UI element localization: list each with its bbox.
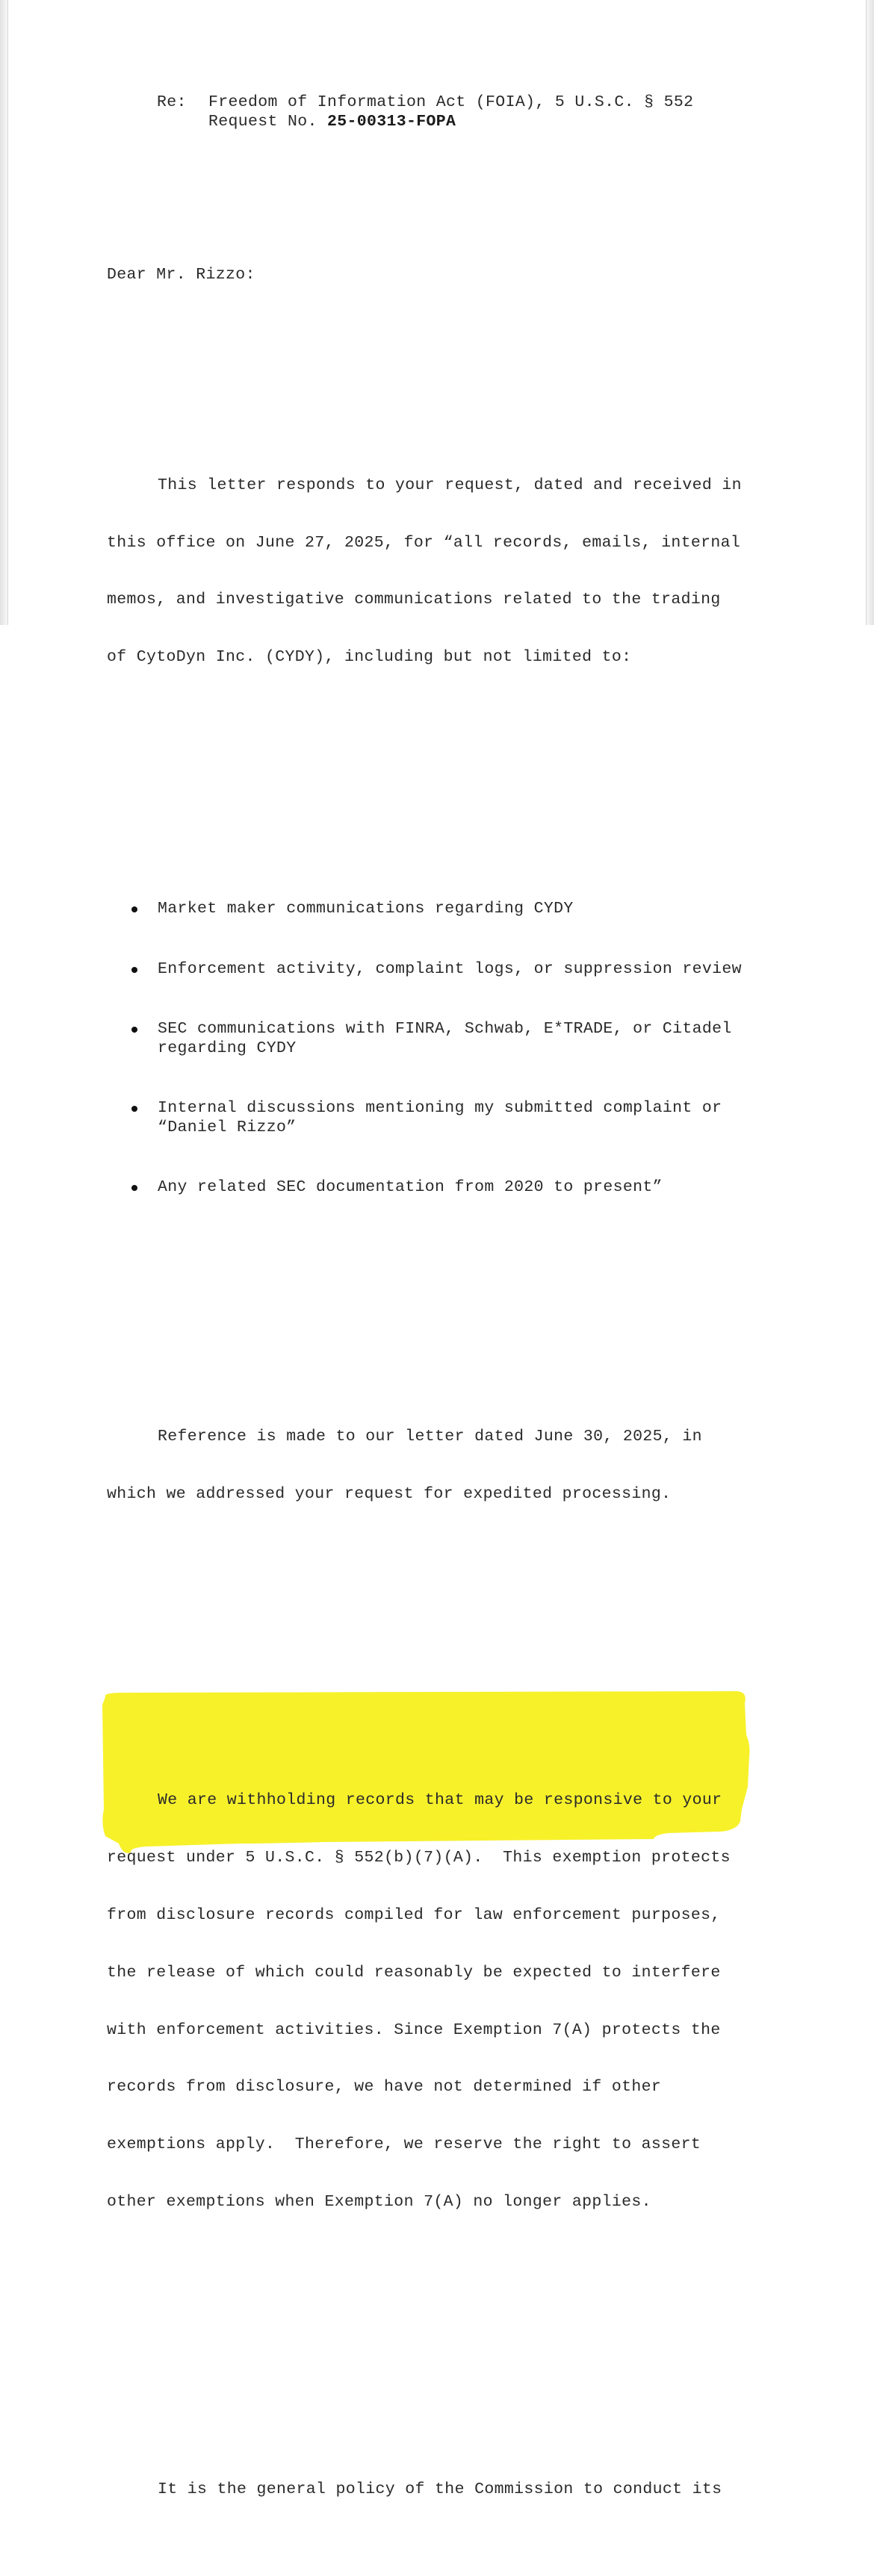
paragraph-line: This letter responds to your request, dated and received in [158,476,742,494]
list-item-text-cont: “Daniel Rizzo” [158,1118,297,1136]
paragraph-line: with enforcement activities. Since Exemption 7(A) protects the [107,2020,721,2039]
bullet-icon [131,967,137,973]
list-item [107,1178,770,1198]
list-item [107,960,770,980]
paragraph-reference [107,1390,779,1543]
list-item [107,900,770,919]
paragraph-line: It is the general policy of the Commission to conduct its [158,2480,722,2499]
paragraph-line: We are withholding records that may be responsive to your [158,1791,722,1810]
bullet-icon [131,1027,137,1033]
paragraph-line: records from disclosure, we have not determined if other [107,2078,662,2097]
list-item-text: Enforcement activity, complaint logs, or suppression review [158,959,742,978]
list-item-text: Any related SEC documentation from 2020 to present” [158,1178,663,1197]
paragraph-line: memos, and investigative communications related to the trading [107,591,721,609]
paragraph-withholding-highlighted [107,1696,779,2288]
list-item-text: Internal discussions mentioning my submitted complaint or [158,1099,722,1118]
paragraph-line: exemptions apply. Therefore, we reserve the right to assert [107,2135,701,2154]
paragraph-line: request under 5 U.S.C. § 552(b)(7)(A). This exemption protects [107,1849,731,1867]
list-item-text: Market maker communications regarding CYDY [158,900,574,918]
page-edge-left [0,0,8,625]
request-number: 25-00313-FOPA [327,113,456,131]
subject-block [107,91,779,129]
paragraph-response [107,438,779,706]
bullet-icon [131,1106,137,1112]
page-edge-right [866,0,874,625]
bullet-icon [131,906,137,912]
paragraph-line: other exemptions when Exemption 7(A) no longer applies. [107,2192,651,2211]
letter-page [107,15,779,2576]
request-items-list [107,862,779,1238]
paragraph-line: this office on June 27, 2025, for “all records, emails, internal [107,533,741,552]
paragraph-line: which we addressed your request for expedited processing. [107,1484,672,1503]
request-number-line [208,113,456,132]
subject-line: Freedom of Information Act (FOIA), 5 U.S.C. § 552 [208,93,694,112]
request-number-prefix: Request No. [208,113,328,131]
paragraph-policy [107,2442,779,2538]
paragraph-line: of CytoDyn Inc. (CYDY), including but not limited to: [107,648,632,667]
list-item-text-cont: regarding CYDY [158,1039,297,1057]
re-label: Re: [157,93,187,112]
list-item [107,1099,770,1137]
paragraph-line: Reference is made to our letter dated June 30, 2025, in [158,1427,702,1446]
list-item-text: SEC communications with FINRA, Schwab, E*TRADE, or Citadel [158,1020,732,1039]
paragraph-line: the release of which could reasonably be expected to interfere [107,1963,721,1982]
bullet-icon [131,1185,137,1191]
salutation: Dear Mr. Rizzo: [107,265,255,284]
list-item [107,1020,770,1058]
paragraph-line: from disclosure records compiled for law enforcement purposes, [107,1906,721,1924]
